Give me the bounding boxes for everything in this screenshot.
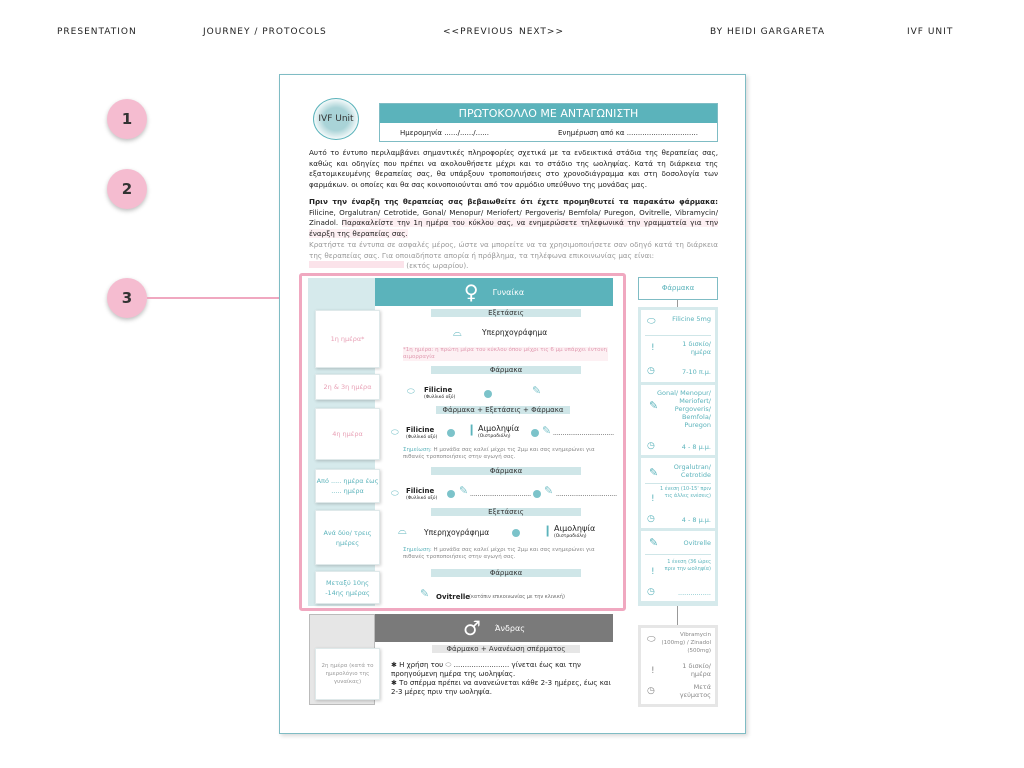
syringe-icon: ✎	[649, 466, 659, 479]
update-field: Ενημέρωση από κα ................................	[558, 129, 698, 137]
day-4: 4η ημέρα	[315, 408, 380, 460]
med-dose: 1 ένεση (10-15' πριν τις άλλες ενέσεις)	[659, 486, 711, 499]
female-icon: ♀	[463, 280, 479, 304]
med-time: 7-10 π.μ.	[682, 368, 711, 376]
man-instructions: ✱ Η χρήση του ⬭ ......................... γίνεται έως και την προηγούμενη ημέρα της ωοληψίας. ✱ Το σπέρμα πρέπει να ανανεώνεται κάθε 2-3 ημέρες, έως και 2-3 μέρες πριν την ωοληψία.	[391, 661, 611, 696]
clock-icon: ◷	[647, 441, 655, 451]
connector	[677, 300, 678, 307]
woman-header: ♀ Γυναίκα	[375, 278, 613, 306]
filicine-sub: (Φυλλικό οξύ)	[406, 496, 438, 501]
med-card-orgalutran	[641, 458, 715, 528]
nav-next[interactable]: NEXT>>	[519, 27, 565, 37]
syringe-icon: ✎	[542, 424, 552, 437]
filicine-label: Filicine	[406, 487, 435, 495]
day-2-3: 2η & 3η ημέρα	[315, 374, 380, 400]
syringe-icon: ✎	[544, 484, 554, 497]
filicine-sub: (Φυλλικό οξύ)	[424, 395, 456, 400]
prep-paragraph: Πριν την έναρξη της θεραπείας σας βεβαιωθείτε ότι έχετε προμηθευτεί τα παρακάτω φάρμακα: Filicine, Orgalutran/ Cetrotide, Gonal/ Menopur/ Meriofert/ Pergoveris/ Bemfola/ Puregon, Ovitrelle, Vibramycin/ Zinadol. Παρακαλείστε την 1η ημέρα του κύκλου σας, να ενημερώσετε τηλεφωνικά την γραμματεία για την έναρξη της θεραπείας σας.	[309, 197, 718, 238]
marker-3[interactable]: 3	[107, 278, 147, 318]
blank-line: ................................	[553, 430, 615, 437]
day-10-14: Μεταξύ 10ης -14ης ημέρας	[315, 571, 380, 604]
med-dose: 1 δισκίο/ ημέρα	[682, 340, 711, 356]
med-time: 4 - 8 μ.μ.	[681, 443, 711, 451]
pill-icon: ⬭	[647, 316, 656, 327]
marker-1[interactable]: 1	[107, 99, 147, 139]
label-meds: Φάρμακα	[431, 467, 581, 475]
plus-icon	[512, 529, 520, 537]
dose-icon: !	[651, 494, 655, 504]
label-meds: Φάρμακα	[431, 366, 581, 374]
syringe-icon: ✎	[532, 384, 542, 397]
ultrasound-icon: ⌓	[453, 326, 462, 339]
med-dose: 1 ένεση (36 ώρες πριν την ωοληψία)	[664, 559, 711, 572]
med-card-filicine	[641, 310, 715, 382]
blood-test-sub: (Οιστραδιόλη)	[478, 434, 511, 439]
label-meds: Φάρμακα	[431, 569, 581, 577]
med-card-vibramycin-wrap	[638, 625, 718, 707]
ultrasound-label: Υπερηχογράφημα	[482, 328, 548, 337]
med-name: Gonal/ Menopur/ Meriofert/ Pergoveris/ Bemfola/ Puregon	[657, 389, 711, 429]
male-icon: ♂	[463, 616, 481, 640]
plus-icon	[533, 490, 541, 498]
med-card-vibramycin	[641, 628, 715, 704]
day-every-2-3: Ανά δύο/ τρεις ημέρες	[315, 510, 380, 565]
marker-connector-line	[147, 297, 300, 299]
label-exams: Εξετάσεις	[431, 508, 581, 516]
ultrasound-icon: ⌓	[398, 524, 407, 537]
label-exams: Εξετάσεις	[431, 309, 581, 317]
connector	[677, 606, 678, 625]
pill-icon: ⬭	[391, 428, 399, 438]
med-name: Filicine 5mg	[672, 315, 711, 323]
nav-previous[interactable]: <<PREVIOUS	[443, 27, 514, 37]
document-title: ΠΡΩΤΟΚΟΛΛΟ ΜΕ ΑΝΤΑΓΩΝΙΣΤΗ	[380, 104, 717, 123]
syringe-icon: ✎	[649, 399, 659, 412]
label-combo: Φάρμακα + Εξετάσεις + Φάρμακα	[436, 406, 570, 414]
clock-icon: ◷	[647, 686, 655, 696]
nav-author: BY HEIDI GARGARETA	[710, 27, 826, 37]
title-box	[379, 103, 718, 142]
note-day1: *1η ημέρα: η πρώτη μέρα του κύκλου όπου μέχρι τις 6 μμ υπάρχει έντονη αιμορραγία	[403, 347, 608, 360]
med-name: Vibramycin (100mg) / Zinadol (500mg)	[661, 632, 711, 654]
med-name: Orgalutran/ Cetrotide	[673, 463, 711, 479]
clock-icon: ◷	[647, 587, 655, 597]
med-dose: 1 δισκίο/ ημέρα	[682, 662, 711, 678]
clock-icon: ◷	[647, 366, 655, 376]
plus-icon	[447, 490, 455, 498]
blank-line: ................................	[470, 491, 532, 498]
plus-icon	[447, 429, 455, 437]
man-day-2: 2η ημέρα (κατά το ημερολόγιο της γυναίκας)	[315, 648, 380, 700]
nav-journey-protocols[interactable]: JOURNEY / PROTOCOLS	[203, 27, 327, 37]
med-time: ................	[677, 589, 711, 597]
ultrasound-label: Υπερηχογράφημα	[424, 528, 490, 537]
label-man-meds: Φάρμακο + Ανανέωση σπέρματος	[432, 645, 580, 653]
syringe-icon: ✎	[420, 587, 430, 600]
meds-column-header: Φάρμακα	[638, 277, 718, 300]
med-time: Μετά γεύματος	[679, 683, 711, 699]
filicine-sub: (Φυλλικό οξύ)	[406, 435, 438, 440]
intro-paragraph: Αυτό το έντυπο περιλαμβάνει σημαντικές πληροφορίες σχετικά με τα ενδεικτικά στάδια της θεραπείας σας, καθώς και οδηγίες που πρέπει να ακολουθήσετε μέχρι και το στάδιο της ωοληψίας. Κατά τη διάρκεια της εξατομικευμένης θεραπείας σας, θα υπάρξουν τροποποιήσεις στο χρονοδιάγραμμα και στη δοσολογία των φαρμάκων. οι οποίες και θα σας κοινοποιούνται από τον αρμόδιο υπεύθυνο της μονάδας μας.	[309, 148, 718, 189]
date-field: Ημερομηνία ....../....../......	[400, 129, 490, 137]
ovitrelle-sub: (κατόπιν επικοινωνίας με την κλινική)	[469, 594, 565, 600]
filicine-label: Filicine	[424, 386, 453, 394]
med-name: Ovitrelle	[683, 539, 711, 547]
pill-icon: ⬭	[391, 489, 399, 499]
blood-test-sub: (Οιστραδιόλη)	[554, 534, 587, 539]
note-day4: Σημείωση: Η μονάδα σας καλεί μέχρι τις 2μμ και σας ενημερώνει για πιθανές τροποποιήσεις στην αγωγή σας.	[403, 447, 595, 460]
med-card-ovitrelle	[641, 531, 715, 601]
dose-icon: !	[651, 343, 655, 353]
nav-ivf-unit[interactable]: IVF UNIT	[907, 27, 954, 37]
clock-icon: ◷	[647, 514, 655, 524]
plus-icon	[531, 429, 539, 437]
med-time: 4 - 8 μ.μ.	[681, 516, 711, 524]
dose-icon: !	[651, 666, 655, 676]
nav-presentation[interactable]: PRESENTATION	[57, 27, 137, 37]
plus-icon	[484, 390, 492, 398]
dose-icon: !	[651, 567, 655, 577]
pill-icon: ⬭	[407, 387, 415, 397]
keep-paragraph: Κρατήστε τα έντυπα σε ασφαλές μέρος, ώστε να μπορείτε να τα χρησιμοποιήσετε σαν οδηγό κατά τη διάρκεια της θεραπείας σας. Για οποιαδήποτε απορία ή πρόβλημα, τα τηλέφωνα επικοινωνίας μας είναι: (εκτός ωραρίου).	[309, 240, 718, 270]
marker-2[interactable]: 2	[107, 169, 147, 209]
ovitrelle-label: Ovitrelle	[436, 593, 471, 601]
day-1: 1η ημέρα*	[315, 310, 380, 368]
note-every-2-3: Σημείωση: Η μονάδα σας καλεί μέχρι τις 2μμ και σας ενημερώνει για πιθανές τροποποιήσεις στην αγωγή σας.	[403, 547, 595, 560]
blood-tube-icon: ❙	[467, 423, 477, 436]
meds-list	[638, 307, 718, 606]
blood-tube-icon: ❙	[543, 524, 553, 537]
blood-test-label: Αιμοληψία	[478, 424, 520, 433]
blank-line: ................................	[556, 491, 618, 498]
med-card-gonal	[641, 385, 715, 455]
pill-icon: ⬭	[647, 634, 656, 645]
blood-test-label: Αιμοληψία	[554, 524, 596, 533]
syringe-icon: ✎	[459, 484, 469, 497]
ivf-unit-logo: IVF Unit	[313, 98, 359, 140]
syringe-icon: ✎	[649, 536, 659, 549]
day-range: Από ..... ημέρα έως ..... ημέρα	[315, 469, 380, 503]
filicine-label: Filicine	[406, 426, 435, 434]
man-header: ♂ Άνδρας	[375, 614, 613, 642]
